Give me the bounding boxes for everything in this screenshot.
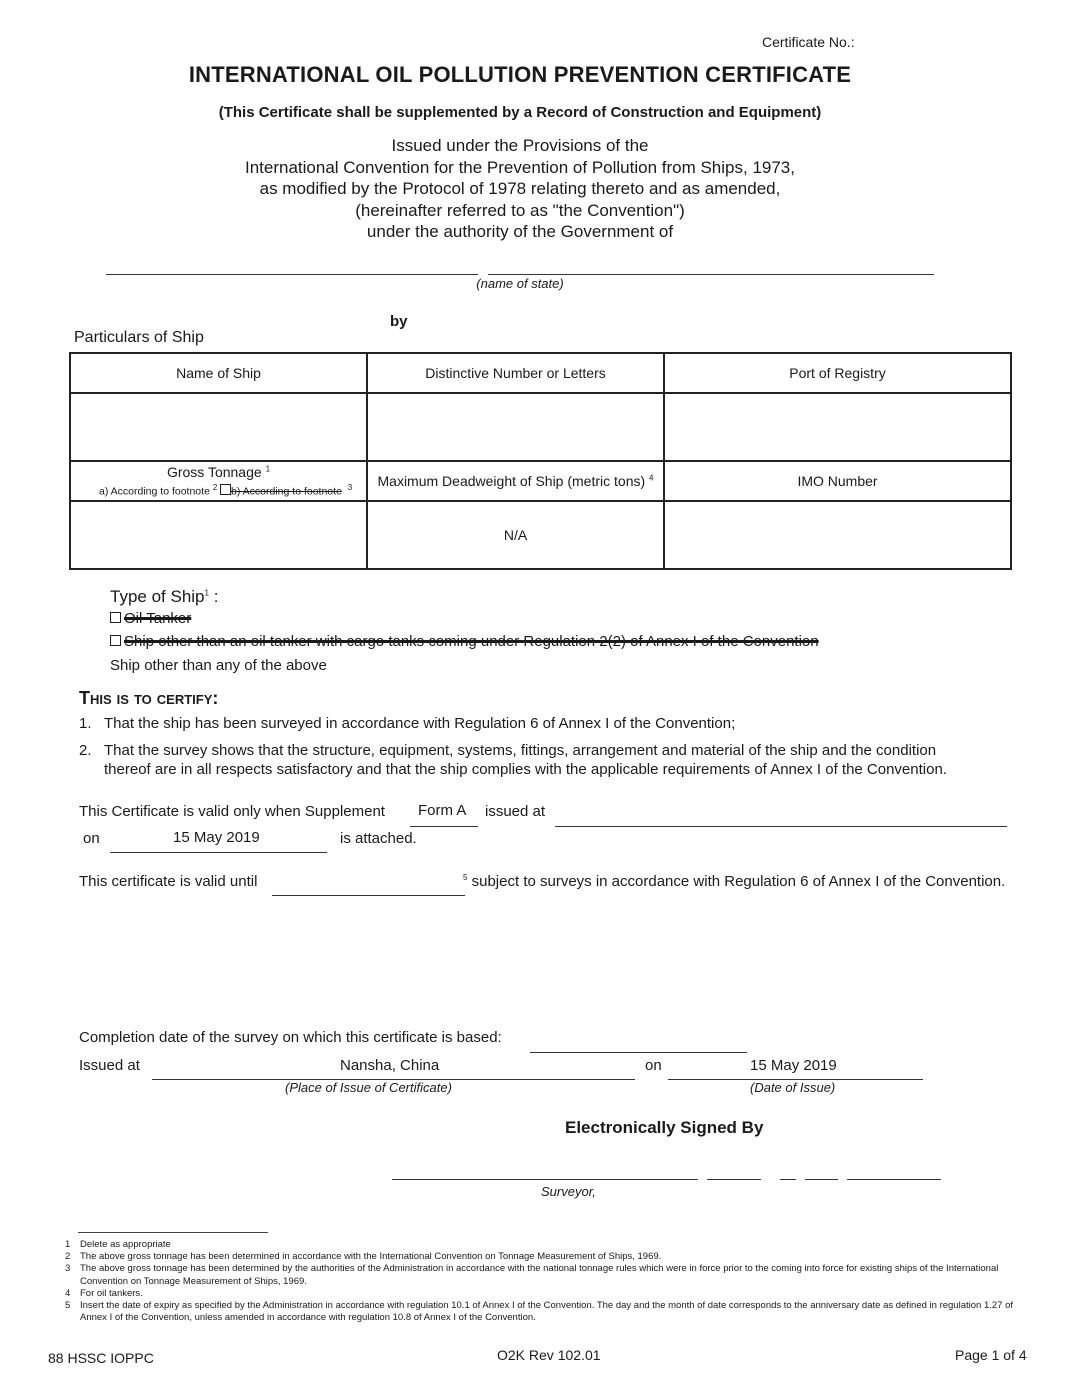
certificate-title xyxy=(0,62,1040,88)
gt-option-b xyxy=(231,483,352,498)
gt-option-b-label: b) According to footnote xyxy=(231,485,342,498)
name-of-state-caption: (name of state) xyxy=(476,276,564,291)
checkbox-icon xyxy=(110,635,121,646)
is-attached-label: is attached. xyxy=(340,830,417,847)
date-of-issue-value: 15 May 2019 xyxy=(750,1057,837,1074)
gt-option-a xyxy=(99,483,234,498)
footnote-number: 3 xyxy=(65,1263,71,1275)
valid-until-subject xyxy=(463,873,1005,890)
signature-line xyxy=(847,1179,941,1180)
type-of-ship-colon: : xyxy=(208,587,219,606)
distinctive-number-header: Distinctive Number or Letters xyxy=(367,353,664,393)
footnotes xyxy=(65,1239,1025,1324)
signature-line xyxy=(707,1179,761,1180)
gross-tonnage-value xyxy=(70,501,367,569)
certificate-number-label: Certificate No.: xyxy=(762,34,855,50)
subject-to-surveys-text: subject to surveys in accordance with Regulation 6 of Annex I of the Convention. xyxy=(471,873,1006,890)
gross-tonnage-label-wrap xyxy=(71,464,366,480)
ship-type-oil-tanker xyxy=(110,610,191,627)
footnote xyxy=(65,1288,1025,1300)
footnote-text: For oil tankers. xyxy=(80,1287,143,1299)
on-label: on xyxy=(83,830,100,847)
footnote xyxy=(65,1239,1025,1251)
footnote-text: Insert the date of expiry as specified by the Administration in accordance with regulation 10.1 of Annex I of the Convention. The day and the month of date corresponds to the anniversary date as defined in regulation 1.27 of Annex I of the Convention, unless amended in accordance with regulation 10.8 of Annex I of the Convention. xyxy=(80,1300,1013,1324)
distinctive-number-value xyxy=(367,393,664,461)
title-part: OLLUTION xyxy=(433,62,554,87)
title-letter: C xyxy=(705,62,722,87)
port-of-registry-header: Port of Registry xyxy=(664,353,1011,393)
footnote-ref: 1 xyxy=(265,464,271,474)
footnote-ref: 5 xyxy=(463,873,468,882)
supplement-form-line xyxy=(410,826,478,827)
valid-until-line xyxy=(272,895,465,896)
deadweight-header xyxy=(367,461,664,501)
table-value-row xyxy=(70,393,1011,461)
deadweight-value: N/A xyxy=(367,501,664,569)
footnote xyxy=(65,1263,1025,1287)
type-of-ship-text: Type of Ship xyxy=(110,587,205,606)
certify-item-text: That the ship has been surveyed in accordance with Regulation 6 of Annex I of the Convention; xyxy=(104,715,736,732)
issued-at-label: Issued at xyxy=(79,1057,140,1074)
name-of-state-line xyxy=(106,274,478,275)
type-of-ship-label xyxy=(110,587,218,607)
particulars-of-ship-label: Particulars of Ship xyxy=(74,329,204,346)
certify-item-2 xyxy=(79,742,936,759)
name-of-ship-header: Name of Ship xyxy=(70,353,367,393)
on-label: on xyxy=(645,1057,662,1074)
footnote-number: 1 xyxy=(65,1239,71,1250)
supplement-form-value: Form A xyxy=(418,802,467,819)
electronically-signed-by: Electronically Signed By xyxy=(565,1118,764,1137)
title-part: NTERNATIONAL xyxy=(195,62,376,87)
supplement-note: (This Certificate shall be supplemented by a Record of Construction and Equipment) xyxy=(218,104,822,121)
page-number: Page 1 of 4 xyxy=(955,1347,1027,1363)
footnote-ref: 1 xyxy=(204,588,209,598)
place-of-issue-caption: (Place of Issue of Certificate) xyxy=(285,1080,452,1095)
certify-item-text: That the survey shows that the structure, equipment, systems, fittings, arrangement and material of the ship and the condition xyxy=(104,742,937,759)
title-letter: I xyxy=(188,62,196,87)
checkbox-icon xyxy=(110,612,121,623)
issued-under-block xyxy=(0,135,1040,243)
imo-number-value xyxy=(664,501,1011,569)
imo-number-header: IMO Number xyxy=(664,461,1011,501)
footnote-number: 4 xyxy=(65,1287,71,1299)
footnote-text: The above gross tonnage has been determined in accordance with the International Convention on Tonnage Measurement of Ships, 1969. xyxy=(80,1251,662,1263)
checkbox-icon xyxy=(220,484,231,495)
table-header-row xyxy=(70,461,1011,501)
ship-particulars-table xyxy=(69,352,1012,570)
signature-line xyxy=(780,1179,796,1180)
issued-line: International Convention for the Prevention of Pollution from Ships, 1973, xyxy=(244,157,795,177)
signature-line xyxy=(805,1179,838,1180)
form-code: 88 HSSC IOPPC xyxy=(48,1350,154,1366)
name-of-state-line xyxy=(488,274,934,275)
table-value-row xyxy=(70,501,1011,569)
revision-label: O2K Rev 102.01 xyxy=(497,1347,601,1363)
footnote-text: The above gross tonnage has been determined by the authorities of the Administration in accordance with the national tonnage rules which were in force prior to the coming into force for existing ships of the International Convention on Tonnage Measurement of Ships, 1969. xyxy=(80,1263,999,1287)
footnote-separator xyxy=(78,1232,268,1233)
completion-date-label: Completion date of the survey on which this certificate is based: xyxy=(79,1029,502,1046)
footnote-ref: 4 xyxy=(649,473,654,483)
issued-at-label: issued at xyxy=(485,803,546,820)
footnote-number: 2 xyxy=(65,1251,71,1263)
ship-type-other-cargo-label: Ship other than an oil tanker with cargo tanks coming under Regulation 2(2) of Annex I of the Convention xyxy=(124,633,819,650)
title-letter: P xyxy=(418,62,434,87)
title-letter: O xyxy=(375,62,393,87)
issued-at-line xyxy=(555,826,1007,827)
by-label: by xyxy=(390,313,408,330)
title-letter: P xyxy=(553,62,569,87)
deadweight-label: Maximum Deadweight of Ship (metric tons) xyxy=(377,473,646,489)
gt-option-a-label: a) According to footnote xyxy=(99,485,210,498)
ship-type-oil-tanker-label: Oil Tanker xyxy=(124,610,192,627)
issued-line: as modified by the Protocol of 1978 relating thereto and as amended, xyxy=(259,179,781,198)
issued-line: Issued under the Provisions of the xyxy=(391,136,649,155)
issued-line: (hereinafter referred to as "the Convention") xyxy=(355,200,685,220)
signature-line xyxy=(392,1179,698,1180)
footnote-ref: 3 xyxy=(347,483,353,492)
footnote-ref: 2 xyxy=(212,483,218,492)
port-of-registry-value xyxy=(664,393,1011,461)
name-of-ship-value xyxy=(70,393,367,461)
item-number: 1. xyxy=(79,715,92,732)
title-part: IL xyxy=(392,62,419,87)
valid-only-when-label: This Certificate is valid only when Supplement xyxy=(79,803,385,820)
item-number: 2. xyxy=(79,742,92,759)
footnote xyxy=(65,1251,1025,1263)
table-header-row xyxy=(70,353,1011,393)
title-part: REVENTION xyxy=(568,62,706,87)
issued-line: under the authority of the Government of xyxy=(366,222,674,241)
footnote-number: 5 xyxy=(65,1300,71,1312)
supplement-date-value: 15 May 2019 xyxy=(173,829,260,846)
this-is-to-certify-heading: This is to certify: xyxy=(79,688,219,708)
gross-tonnage-header xyxy=(70,461,367,501)
valid-until-label: This certificate is valid until xyxy=(79,873,258,890)
footnote-text: Delete as appropriate xyxy=(80,1239,171,1250)
title-part: ERTIFICATE xyxy=(721,62,852,87)
place-of-issue-value: Nansha, China xyxy=(340,1057,440,1074)
completion-date-line xyxy=(530,1052,747,1053)
footnote xyxy=(65,1300,1025,1324)
gross-tonnage-label: Gross Tonnage xyxy=(166,464,262,480)
surveyor-caption: Surveyor, xyxy=(541,1184,596,1199)
certify-item-2-cont: thereof are in all respects satisfactory and that the ship complies with the applicable requirements of Annex I of the Convention. xyxy=(104,761,947,778)
date-of-issue-caption: (Date of Issue) xyxy=(750,1080,836,1095)
ship-type-other-any: Ship other than any of the above xyxy=(110,657,327,674)
supplement-date-line xyxy=(110,852,327,853)
ship-type-other-cargo xyxy=(110,633,819,650)
certify-item-1 xyxy=(79,715,735,732)
